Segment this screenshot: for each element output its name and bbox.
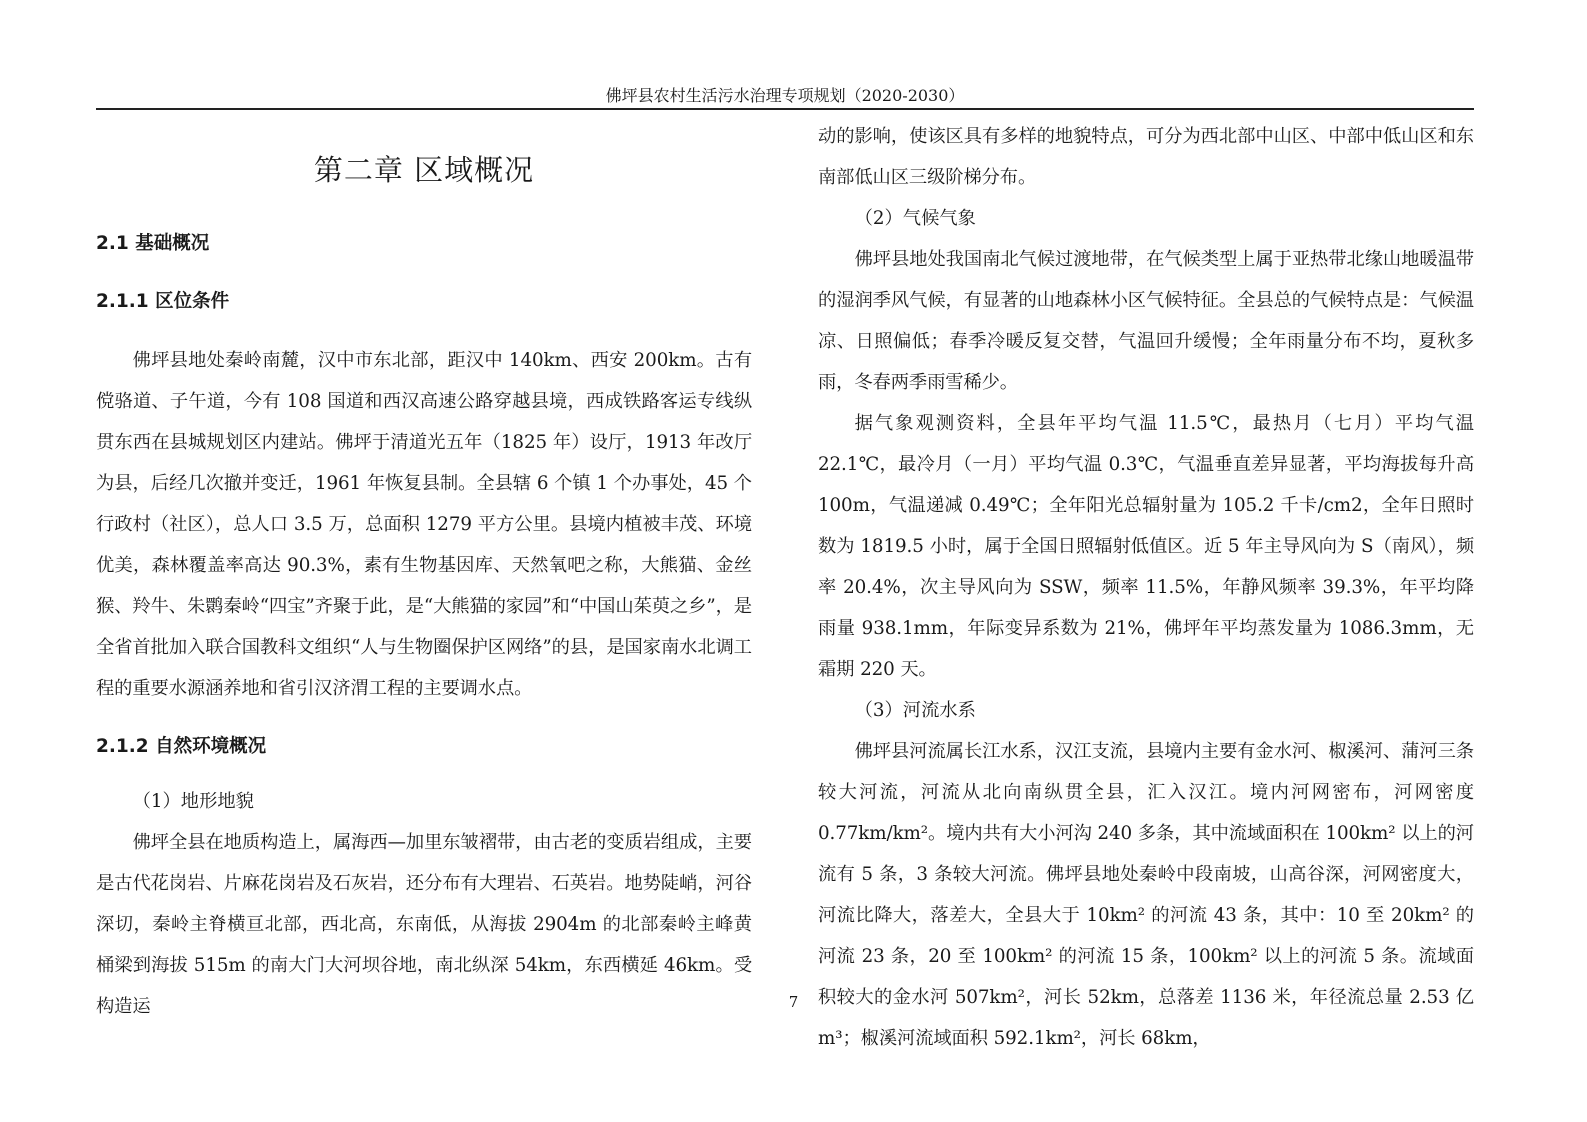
section-heading-2-1-1: 2.1.1 区位条件 <box>96 291 230 312</box>
paragraph-terrain-continued: 动的影响，使该区具有多样的地貌特点，可分为西北部中山区、中部中低山区和东南部低山区三级阶梯分布。 <box>818 126 1474 188</box>
section-heading-2-1: 2.1 基础概况 <box>96 233 210 254</box>
paragraph-climate-1: 佛坪县地处我国南北气候过渡地带，在气候类型上属于亚热带北缘山地暖温带的湿润季风气候，有显著的山地森林小区气候特征。全县总的气候特点是：气候温凉、日照偏低；春季冷暖反复交替，气温回升缓慢；全年雨量分布不均，夏秋多雨，冬春两季雨雪稀少。 <box>818 249 1474 393</box>
subheading-river: （3）河流水系 <box>854 700 976 721</box>
subheading-climate: （2）气候气象 <box>854 208 976 229</box>
paragraph-location: 佛坪县地处秦岭南麓，汉中市东北部，距汉中 140km、西安 200km。古有傥骆道、子午道，今有 108 国道和西汉高速公路穿越县境，西成铁路客运专线纵贯东西在县城规划区内建站。佛坪于清道光五年（1825 年）设厅，1913 年改厅为县，后经几次撤并变迁，1961 年恢复县制。全县辖 6 个镇 1 个办事处，45 个行政村（社区），总人口 3.5 万，总面积 1279 平方公里。县境内植被丰茂、环境优美，森林覆盖率高达 90.3%，素有生物基因库、天然氧吧之称，大熊猫、金丝猴、羚牛、朱鹮秦岭“四宝”齐聚于此，是“大熊猫的家园”和“中国山茱萸之乡”，是全省首批加入联合国教科文组织“人与生物圈保护区网络”的县，是国家南水北调工程的重要水源涵养地和省引汉济渭工程的主要调水点。 <box>96 350 752 699</box>
section-heading-2-1-2: 2.1.2 自然环境概况 <box>96 736 267 757</box>
header-divider <box>96 108 1474 110</box>
paragraph-river: 佛坪县河流属长江水系，汉江支流，县境内主要有金水河、椒溪河、蒲河三条较大河流，河流从北向南纵贯全县，汇入汉江。境内河网密布，河网密度 0.77km/km²。境内共有大小河沟 240 多条，其中流域面积在 100km² 以上的河流有 5 条，3 条较大河流。佛坪县地处秦岭中段南坡，山高谷深，河网密度大，河流比降大，落差大，全县大于 10km² 的河流 43 条，其中：10 至 20km² 的河流 23 条，20 至 100km² 的河流 15 条，100km² 以上的河流 5 条。流域面积较大的金水河 507km²，河长 52km，总落差 1136 米，年径流总量 2.53 亿 m³；椒溪河流域面积 592.1km²，河长 68km， <box>818 741 1474 1049</box>
left-column <box>96 116 752 1027</box>
page-number: 7 <box>788 993 799 1011</box>
right-column <box>818 116 1474 1059</box>
paragraph-terrain: 佛坪全县在地质构造上，属海西—加里东皱褶带，由古老的变质岩组成，主要是古代花岗岩、片麻花岗岩及石灰岩，还分布有大理岩、石英岩。地势陡峭，河谷深切，秦岭主脊横亘北部，西北高，东南低，从海拔 2904m 的北部秦岭主峰黄桶梁到海拔 515m 的南大门大河坝谷地，南北纵深 54km，东西横延 46km。受构造运 <box>96 832 752 1017</box>
subheading-terrain: （1）地形地貌 <box>132 791 254 812</box>
paragraph-climate-2: 据气象观测资料，全县年平均气温 11.5℃，最热月（七月）平均气温 22.1℃，最冷月（一月）平均气温 0.3℃，气温垂直差异显著，平均海拔每升高 100m，气温递减 0.49℃；全年阳光总辐射量为 105.2 千卡/cm2，全年日照时数为 1819.5 小时，属于全国日照辐射低值区。近 5 年主导风向为 S（南风），频率 20.4%，次主导风向为 SSW，频率 11.5%，年静风频率 39.3%，年平均降雨量 938.1mm，年际变异系数为 21%，佛坪年平均蒸发量为 1086.3mm，无霜期 220 天。 <box>818 413 1474 680</box>
chapter-title: 第二章 区域概况 <box>313 153 535 187</box>
page-header-title: 佛坪县农村生活污水治理专项规划（2020-2030） <box>605 86 965 105</box>
